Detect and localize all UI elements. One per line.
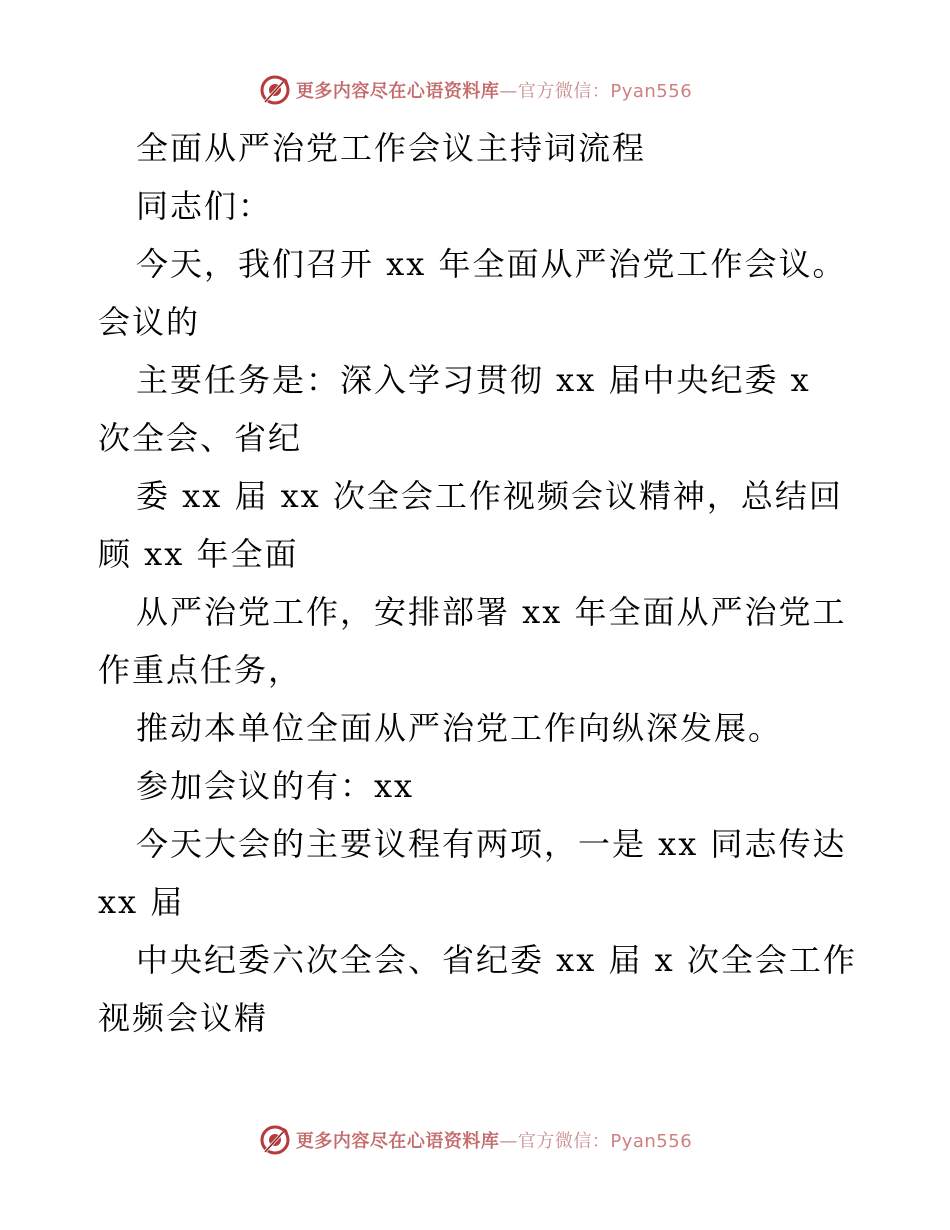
doc-line: 主要任务是：深入学习贯彻 xx 届中央纪委 x: [136, 361, 811, 399]
watermark-group: [258, 1123, 692, 1157]
doc-line: 次全会、省纪: [98, 419, 303, 457]
watermark-brand: 更多内容尽在心语资料库: [295, 81, 500, 102]
footer-watermark: [0, 1120, 950, 1160]
doc-line: 中央纪委六次全会、省纪委 xx 届 x 次全会工作: [136, 941, 857, 979]
doc-line: 今天，我们召开 xx 年全面从严治党工作会议。: [136, 245, 847, 283]
quill-logo-icon: [258, 1123, 292, 1157]
doc-line: 推动本单位全面从严治党工作向纵深发展。: [136, 709, 783, 747]
watermark-wechat-id: Pyan556: [610, 1131, 693, 1152]
watermark-dash: —: [499, 1131, 518, 1152]
watermark-text: [296, 77, 692, 103]
watermark-brand: 更多内容尽在心语资料库: [295, 1131, 500, 1152]
doc-line: 从严治党工作，安排部署 xx 年全面从严治党工: [136, 593, 847, 631]
doc-line: 同志们：: [136, 187, 273, 225]
doc-line: xx 届: [98, 883, 185, 921]
doc-line: 参加会议的有：xx: [136, 767, 415, 805]
doc-title: 全面从严治党工作会议主持词流程: [136, 129, 647, 167]
quill-logo-icon: [258, 73, 292, 107]
doc-line: 视频会议精: [98, 999, 269, 1037]
doc-line: 作重点任务，: [98, 651, 303, 689]
doc-line: 会议的: [98, 303, 201, 341]
watermark-dash: —: [499, 81, 518, 102]
watermark-wechat-id: Pyan556: [610, 81, 693, 102]
watermark-wechat-label: 官方微信：: [517, 81, 611, 102]
doc-line: 顾 xx 年全面: [98, 535, 299, 573]
header-watermark: [0, 70, 950, 110]
doc-line: 委 xx 届 xx 次全会工作视频会议精神，总结回: [136, 477, 843, 515]
doc-line: 今天大会的主要议程有两项，一是 xx 同志传达: [136, 825, 847, 863]
watermark-group: [258, 73, 692, 107]
watermark-wechat-label: 官方微信：: [517, 1131, 611, 1152]
watermark-text: [296, 1127, 692, 1153]
